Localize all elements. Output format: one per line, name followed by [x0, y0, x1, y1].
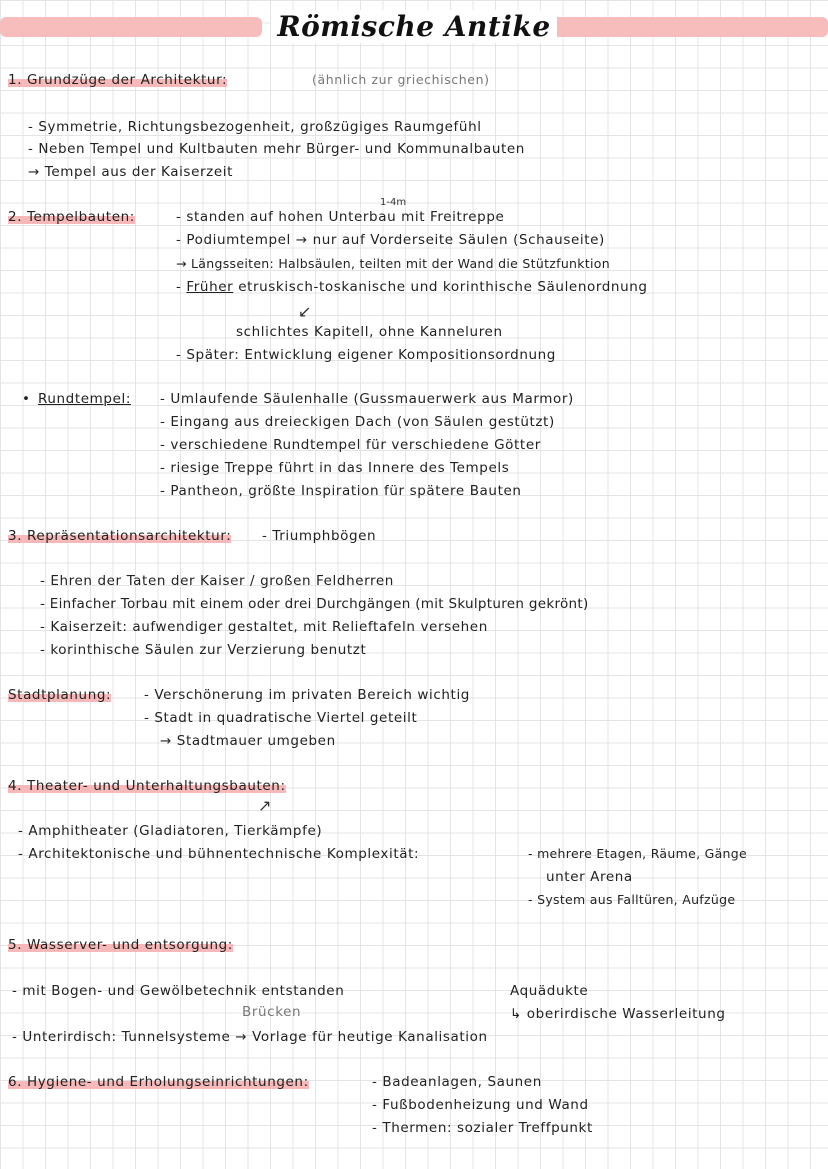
section-1-heading: 1. Grundzüge der Architektur:: [8, 72, 228, 88]
down-left-arrow-icon: ↙: [298, 302, 312, 321]
rundtempel-bullet: •: [22, 391, 31, 407]
section-2-early-word: Früher: [186, 279, 234, 295]
section-1-line-2: - Neben Tempel und Kultbauten mehr Bürger- und Kommunalbauten: [28, 141, 525, 157]
section-4-line-2: - Architektonische und bühnentechnische Komplexität:: [18, 846, 420, 862]
stadtplanung-line-3: → Stadtmauer umgeben: [160, 733, 336, 749]
section-2-early-label: - Früher: [176, 279, 234, 295]
section-1-aside: (ähnlich zur griechischen): [312, 72, 490, 87]
section-4-line-2-detail-cont: unter Arena: [546, 869, 633, 885]
section-3-line-4: - korinthische Säulen zur Verzierung benutzt: [40, 642, 367, 658]
section-2-height-note: 1-4m: [380, 197, 407, 208]
section-2-line-3: → Längsseiten: Halbsäulen, teilten mit der Wand die Stützfunktion: [176, 256, 610, 271]
section-4-line-1: - Amphitheater (Gladiatoren, Tierkämpfe): [18, 823, 323, 839]
rundtempel-line-3: - verschiedene Rundtempel für verschiedene Götter: [160, 437, 541, 453]
section-5-line-2: - Unterirdisch: Tunnelsysteme → Vorlage für heutige Kanalisation: [12, 1029, 488, 1045]
section-6-line-3: - Thermen: sozialer Treffpunkt: [372, 1120, 593, 1136]
stadtplanung-heading: Stadtplanung:: [8, 687, 112, 703]
section-1-line-1: - Symmetrie, Richtungsbezogenheit, großzügiges Raumgefühl: [28, 119, 482, 135]
section-5-line-1-bridges: Brücken: [242, 1004, 302, 1020]
section-6-heading: 6. Hygiene- und Erholungseinrichtungen:: [8, 1074, 309, 1090]
page-title: [0, 8, 828, 46]
section-2-heading: 2. Tempelbauten:: [8, 209, 135, 225]
page-title-text: Römische Antike: [271, 10, 556, 43]
section-5-heading: 5. Wasserver- und entsorgung:: [8, 937, 233, 953]
rundtempel-heading: Rundtempel:: [38, 391, 131, 407]
section-2-line-2: - Podiumtempel → nur auf Vorderseite Säulen (Schauseite): [176, 232, 605, 248]
section-2-line-4: [176, 278, 648, 296]
section-2-early-text: etruskisch-toskanische und korinthische Säulenordnung: [238, 279, 648, 295]
section-6-line-2: - Fußbodenheizung und Wand: [372, 1097, 589, 1113]
section-2-line-1: - standen auf hohen Unterbau mit Freitreppe: [176, 209, 505, 225]
rundtempel-line-2: - Eingang aus dreieckigen Dach (von Säulen gestützt): [160, 414, 555, 430]
section-4-heading: 4. Theater- und Unterhaltungsbauten:: [8, 778, 286, 794]
rundtempel-line-1: - Umlaufende Säulenhalle (Gussmauerwerk aus Marmor): [160, 391, 574, 407]
section-3-line-1: - Ehren der Taten der Kaiser / großen Feldherren: [40, 573, 394, 589]
section-6-line-1: - Badeanlagen, Saunen: [372, 1074, 542, 1090]
section-2-line-5: schlichtes Kapitell, ohne Kanneluren: [236, 324, 503, 340]
section-3-heading: 3. Repräsentationsarchitektur:: [8, 528, 232, 544]
section-4-line-3: - System aus Falltüren, Aufzüge: [528, 892, 736, 907]
section-4-line-2-detail: - mehrere Etagen, Räume, Gänge: [528, 846, 748, 861]
section-5-line-1-note: ↳ oberirdische Wasserleitung: [510, 1006, 726, 1022]
stadtplanung-line-2: - Stadt in quadratische Viertel geteilt: [144, 710, 418, 726]
section-1-line-3: → Tempel aus der Kaiserzeit: [28, 164, 233, 180]
stadtplanung-line-1: - Verschönerung im privaten Bereich wichtig: [144, 687, 470, 703]
rundtempel-line-4: - riesige Treppe führt in das Innere des Tempels: [160, 460, 510, 476]
section-2-line-6: - Später: Entwicklung eigener Kompositionsordnung: [176, 347, 556, 363]
up-arrow-icon: ↗: [258, 796, 272, 815]
rundtempel-line-5: - Pantheon, größte Inspiration für spätere Bauten: [160, 483, 522, 499]
section-3-line-2: - Einfacher Torbau mit einem oder drei Durchgängen (mit Skulpturen gekrönt): [40, 596, 589, 612]
section-5-line-1: - mit Bogen- und Gewölbetechnik entstanden: [12, 983, 345, 999]
section-5-line-1-result: Aquädukte: [510, 983, 589, 999]
section-3-line-3: - Kaiserzeit: aufwendiger gestaltet, mit Relieftafeln versehen: [40, 619, 488, 635]
section-3-subtopic: - Triumphbögen: [262, 528, 377, 544]
